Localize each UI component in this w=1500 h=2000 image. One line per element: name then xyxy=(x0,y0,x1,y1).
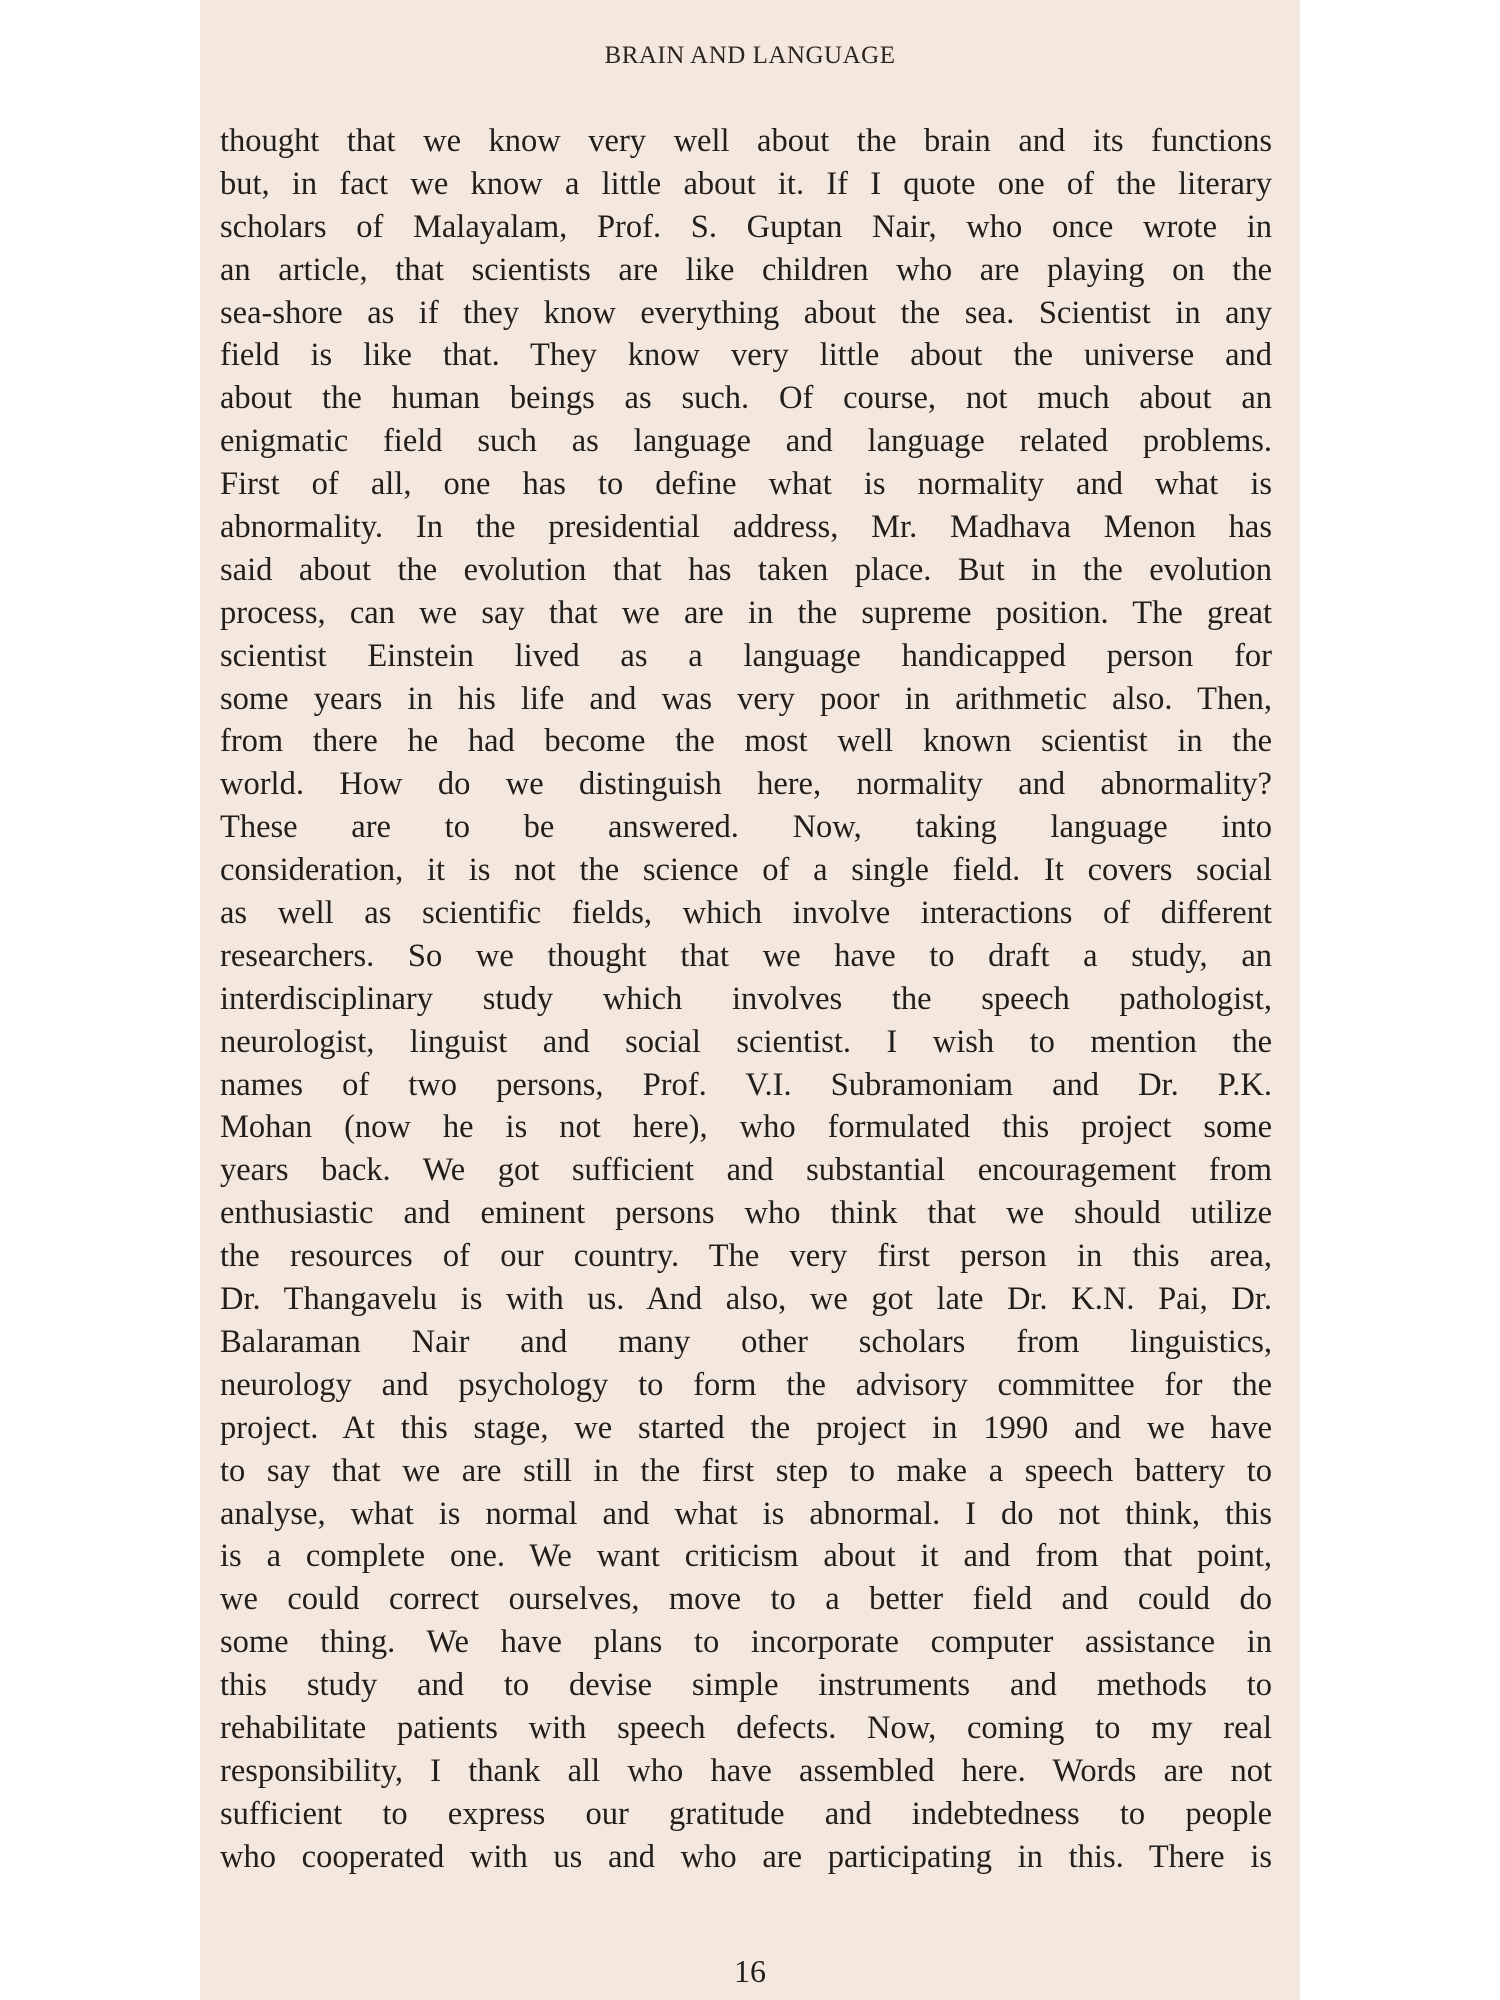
text-line: First of all, one has to define what is normality and what is xyxy=(220,466,1272,503)
text-line: consideration, it is not the science of a single field. It covers social xyxy=(220,852,1272,889)
text-line: from there he had become the most well known scientist in the xyxy=(220,723,1272,760)
text-line: as well as scientific fields, which involve interactions of different xyxy=(220,895,1272,932)
text-line: about the human beings as such. Of course, not much about an xyxy=(220,380,1272,417)
text-line: said about the evolution that has taken place. But in the evolution xyxy=(220,551,1272,588)
text-line: rehabilitate patients with speech defects. Now, coming to my real xyxy=(220,1709,1272,1746)
text-line: sufficient to express our gratitude and indebtedness to people xyxy=(220,1795,1272,1832)
page-number: 16 xyxy=(734,1953,766,1989)
text-line: scientist Einstein lived as a language handicapped person for xyxy=(220,637,1272,674)
text-line: years back. We got sufficient and substantial encouragement from xyxy=(220,1152,1272,1189)
text-line: some thing. We have plans to incorporate computer assistance in xyxy=(220,1624,1272,1661)
text-line: who cooperated with us and who are participating in this. There is xyxy=(220,1838,1272,1875)
text-line: world. How do we distinguish here, normality and abnormality? xyxy=(220,766,1272,803)
text-line: the resources of our country. The very first person in this area, xyxy=(220,1238,1272,1275)
text-line: responsibility, I thank all who have assembled here. Words are not xyxy=(220,1752,1272,1789)
text-line: this study and to devise simple instruments and methods to xyxy=(220,1667,1272,1704)
text-line: some years in his life and was very poor in arithmetic also. Then, xyxy=(220,680,1272,717)
text-line: names of two persons, Prof. V.I. Subramoniam and Dr. P.K. xyxy=(220,1066,1272,1103)
running-head: BRAIN AND LANGUAGE xyxy=(604,42,896,69)
text-line: Dr. Thangavelu is with us. And also, we got late Dr. K.N. Pai, Dr. xyxy=(220,1281,1272,1318)
text-line: to say that we are still in the first step to make a speech battery to xyxy=(220,1452,1272,1489)
text-line: thought that we know very well about the brain and its functions xyxy=(220,123,1272,159)
text-line: These are to be answered. Now, taking language into xyxy=(220,809,1272,846)
text-line: is a complete one. We want criticism about it and from that point, xyxy=(220,1538,1272,1575)
text-line: scholars of Malayalam, Prof. S. Guptan Nair, who once wrote in xyxy=(220,208,1272,245)
text-line: but, in fact we know a little about it. If I quote one of the literary xyxy=(220,165,1272,202)
text-line: Mohan (now he is not here), who formulated this project some xyxy=(220,1109,1272,1146)
text-line: enigmatic field such as language and language related problems. xyxy=(220,423,1272,460)
text-line: we could correct ourselves, move to a better field and could do xyxy=(220,1581,1272,1618)
text-line: abnormality. In the presidential address, Mr. Madhava Menon has xyxy=(220,509,1272,546)
text-line: neurology and psychology to form the advisory committee for the xyxy=(220,1366,1272,1403)
text-line: sea-shore as if they know everything about the sea. Scientist in any xyxy=(220,294,1272,331)
text-line: interdisciplinary study which involves the speech pathologist, xyxy=(220,980,1272,1017)
text-line: an article, that scientists are like children who are playing on the xyxy=(220,251,1272,288)
text-line: project. At this stage, we started the project in 1990 and we have xyxy=(220,1409,1272,1446)
text-line: neurologist, linguist and social scientist. I wish to mention the xyxy=(220,1023,1272,1060)
text-line: field is like that. They know very little about the universe and xyxy=(220,337,1272,374)
book-page xyxy=(200,0,1300,2000)
text-line: researchers. So we thought that we have to draft a study, an xyxy=(220,937,1272,974)
text-line: analyse, what is normal and what is abnormal. I do not think, this xyxy=(220,1495,1272,1532)
body-text xyxy=(220,120,1272,1879)
text-line: enthusiastic and eminent persons who think that we should utilize xyxy=(220,1195,1272,1232)
text-line: Balaraman Nair and many other scholars from linguistics, xyxy=(220,1323,1272,1360)
text-line: process, can we say that we are in the supreme position. The great xyxy=(220,594,1272,631)
